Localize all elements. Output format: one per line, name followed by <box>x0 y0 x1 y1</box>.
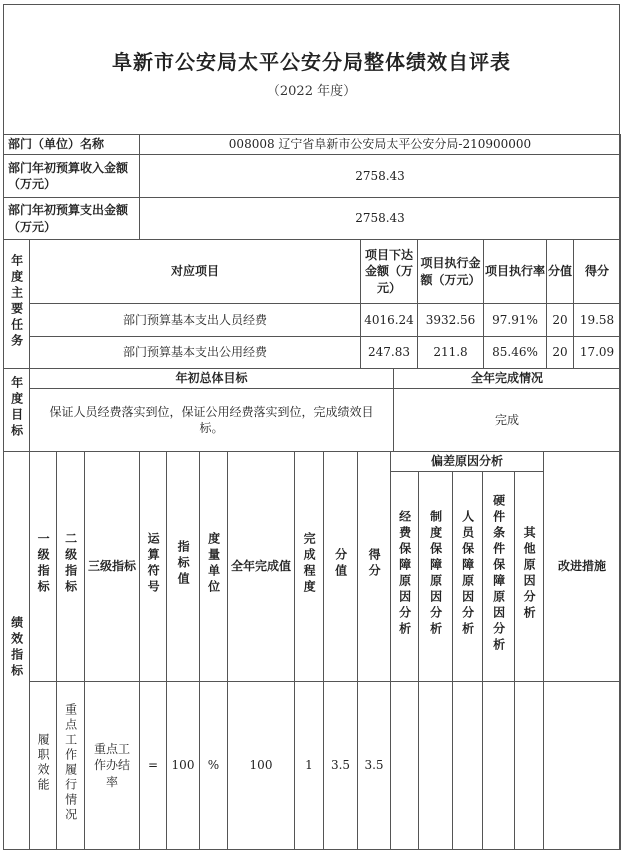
task-item: 部门预算基本支出公用经费 <box>30 337 361 369</box>
row-dev-hardware <box>483 682 515 850</box>
dev-hardware-header: 硬件条件保障原因分析 <box>483 472 515 682</box>
table-row <box>4 337 621 369</box>
unit-header: 度量单位 <box>200 452 228 682</box>
operator-header: 运算符号 <box>140 452 167 682</box>
row-unit: % <box>200 682 228 850</box>
row-dev-other <box>515 682 544 850</box>
row-dev-staff <box>453 682 483 850</box>
degree-header: 完成程度 <box>295 452 324 682</box>
col-value-header: 分值 <box>547 240 574 304</box>
row-level3: 重点工作办结率 <box>85 682 140 850</box>
value-header: 分值 <box>324 452 358 682</box>
income-budget-label: 部门年初预算收入金额（万元） <box>4 155 140 198</box>
level1-header: 一级指标 <box>30 452 57 682</box>
task-score: 19.58 <box>574 304 621 337</box>
task-score: 17.09 <box>574 337 621 369</box>
completion-text: 完成 <box>394 389 621 452</box>
row-value: 3.5 <box>324 682 358 850</box>
task-exec: 3932.56 <box>418 304 484 337</box>
task-issued: 247.83 <box>361 337 418 369</box>
row-actual: 100 <box>228 682 295 850</box>
row-dev-system <box>419 682 453 850</box>
level3-header: 三级指标 <box>85 452 140 682</box>
row-improve <box>544 682 621 850</box>
col-exec-header: 项目执行金额（万元） <box>418 240 484 304</box>
task-issued: 4016.24 <box>361 304 418 337</box>
row-target: 100 <box>167 682 200 850</box>
actual-header: 全年完成值 <box>228 452 295 682</box>
row-level1: 履职效能 <box>30 682 57 850</box>
score-header: 得分 <box>358 452 391 682</box>
dev-other-header: 其他原因分析 <box>515 472 544 682</box>
improve-header: 改进措施 <box>544 452 621 682</box>
expense-budget-value: 2758.43 <box>140 198 621 240</box>
col-score-header: 得分 <box>574 240 621 304</box>
task-exec: 211.8 <box>418 337 484 369</box>
annual-tasks-table <box>3 239 621 369</box>
col-issued-header: 项目下达金额（万元） <box>361 240 418 304</box>
expense-budget-label: 部门年初预算支出金额（万元） <box>4 198 140 240</box>
dev-staff-header: 人员保障原因分析 <box>453 472 483 682</box>
task-rate: 97.91% <box>484 304 547 337</box>
deviation-header: 偏差原因分析 <box>391 452 544 472</box>
row-degree: 1 <box>295 682 324 850</box>
goals-side-label: 年度目标 <box>4 369 30 452</box>
row-dev-funding <box>391 682 419 850</box>
year-subtitle: （2022 年度） <box>266 84 357 99</box>
col-rate-header: 项目执行率 <box>484 240 547 304</box>
page-title: 阜新市公安局太平公安分局整体绩效自评表 <box>112 50 511 74</box>
perf-side-label: 绩效指标 <box>4 452 30 850</box>
task-value: 20 <box>547 304 574 337</box>
completion-header: 全年完成情况 <box>394 369 621 389</box>
dept-name-value: 008008 辽宁省阜新市公安局太平公安分局-210900000 <box>140 135 621 155</box>
row-operator: = <box>140 682 167 850</box>
dept-name-label: 部门（单位）名称 <box>4 135 140 155</box>
row-score: 3.5 <box>358 682 391 850</box>
task-item: 部门预算基本支出人员经费 <box>30 304 361 337</box>
task-value: 20 <box>547 337 574 369</box>
table-row <box>4 682 621 850</box>
performance-table <box>3 451 621 850</box>
level2-header: 二级指标 <box>57 452 85 682</box>
target-header: 指标值 <box>167 452 200 682</box>
dev-funding-header: 经费保障原因分析 <box>391 472 419 682</box>
dev-system-header: 制度保障原因分析 <box>419 472 453 682</box>
table-row <box>4 304 621 337</box>
row-level2: 重点工作履行情况 <box>57 682 85 850</box>
task-rate: 85.46% <box>484 337 547 369</box>
col-item-header: 对应项目 <box>30 240 361 304</box>
income-budget-value: 2758.43 <box>140 155 621 198</box>
initial-goal-text: 保证人员经费落实到位，保证公用经费落实到位，完成绩效目标。 <box>30 389 394 452</box>
tasks-side-label: 年度主要任务 <box>4 240 30 369</box>
dept-info-table <box>3 134 621 240</box>
annual-goals-table <box>3 368 621 452</box>
initial-goal-header: 年初总体目标 <box>30 369 394 389</box>
